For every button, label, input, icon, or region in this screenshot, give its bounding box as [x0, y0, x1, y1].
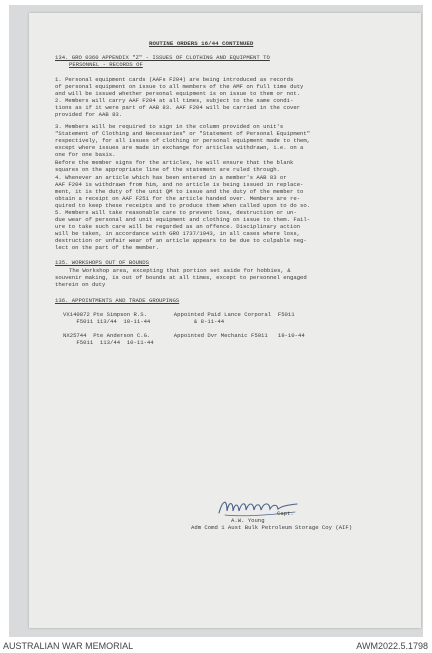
appointment-line: NX25744 Pte Anderson C.G. Appointed Dvr Mechanic F5011 19-10-44 — [63, 332, 305, 339]
para-3-line: Before the member signs for the articles, he will ensure that the blank — [55, 159, 294, 166]
para-5-line: destruction or unfair wear of an article appears to be due to culpable neg- — [55, 237, 307, 244]
para-3-line: 3. Members will be required to sign in the column provided on unit's — [55, 123, 284, 130]
para-4-line: quired to keep these receipts and to produce them when called upon to do so. — [55, 202, 311, 209]
para-4-line: AAF F204 is withdrawn from him, and no article is being issued in replace- — [55, 181, 304, 188]
section-135-line: therein on duty — [55, 281, 106, 288]
appointment-line: F5011 113/44 10-11-44 — [63, 339, 154, 346]
para-2-line: tions as if it were part of AAB 83. AAF F204 will be carried in the cover — [55, 104, 301, 111]
para-4-line: ment, it is the duty of the unit QM to issue and the duty of the member to — [55, 188, 304, 195]
document-backing — [9, 5, 423, 637]
archive-footer — [0, 640, 432, 653]
para-3-line: respectively, for all issues of clothing or personal equipment made to them, — [55, 137, 311, 144]
para-3-line: "Statement of Clothing and Necessaries" or "Statement of Personal Equipment" — [55, 130, 311, 137]
appointment-line: VX140872 Pte Simpson R.S. Appointed Paid Lance Corporal F5011 — [63, 311, 295, 318]
para-1-line: and will be issued whether personal equipment is on issue to them or not. — [55, 90, 301, 97]
para-5-line: will be taken, in accordance with GRO 1737/1943, in all cases where loss, — [55, 230, 301, 237]
para-5-line: 5. Members will take reasonable care to prevent loss, destruction or un- — [55, 209, 297, 216]
para-3-line: one for one basis. — [55, 151, 116, 158]
para-2-line: provided for AAB 83. — [55, 111, 123, 118]
document-heading: ROUTINE ORDERS 16/44 CONTINUED — [149, 40, 254, 47]
para-4-line: 4. Whenever an article which has been entered in a member's AAB 83 or — [55, 174, 287, 181]
para-5-line: lect on the part of the member. — [55, 244, 160, 251]
typed-text — [29, 13, 421, 531]
signoff-unit: Adm Comd 1 Aust Bulk Petroleum Storage Coy (AIF) — [191, 524, 353, 531]
para-1-line: 1. Personal equipment cards (AAFs F204) are being introduced as records — [55, 76, 294, 83]
para-3-line: except where issues are made in exchange for articles withdrawn, i.e. on a — [55, 144, 304, 151]
archive-accession: AWM2022.5.1798 — [356, 641, 428, 651]
para-5-line: due wear of personal and unit equipment and clothing on issue to them. Fail- — [55, 216, 311, 223]
signoff-name: A.W. Young — [231, 517, 265, 524]
signoff-rank: Capt. — [277, 510, 294, 517]
para-3-line: squares on the appropriate line of the statement are ruled through. — [55, 166, 280, 173]
section-135-line: souvenir making, is out of bounds at all times, except to personnel engaged — [55, 274, 307, 281]
para-4-line: obtain a receipt on AAF F251 for the article handed over. Members are re- — [55, 195, 301, 202]
section-135-title: 135. WORKSHOPS OUT OF BOUNDS — [55, 259, 149, 266]
archive-name: AUSTRALIAN WAR MEMORIAL — [3, 641, 134, 651]
section-134-subtitle: PERSONNEL - RECORDS OF — [69, 61, 143, 68]
para-5-line: ure to take such care will be regarded as an offence. Disciplinary action — [55, 223, 301, 230]
document-page — [29, 13, 421, 628]
appointment-line: F5011 113/44 10-11-44 & 8-11-44 — [63, 318, 225, 325]
para-2-line: 2. Members will carry AAF F204 at all times, subject to the same condi- — [55, 97, 294, 104]
section-134-title: 134. GRO 0360 APPENDIX "Z" - ISSUES OF CLOTHING AND EQUIPMENT TO — [55, 54, 270, 61]
section-136-title: 136. APPOINTMENTS AND TRADE GROUPINGS — [55, 297, 180, 304]
para-1-line: of personal equipment on issue to all members of the AMF on full time duty — [55, 83, 304, 90]
section-135-line: The Workshop area, excepting that portion set aside for hobbies, & — [69, 267, 291, 274]
